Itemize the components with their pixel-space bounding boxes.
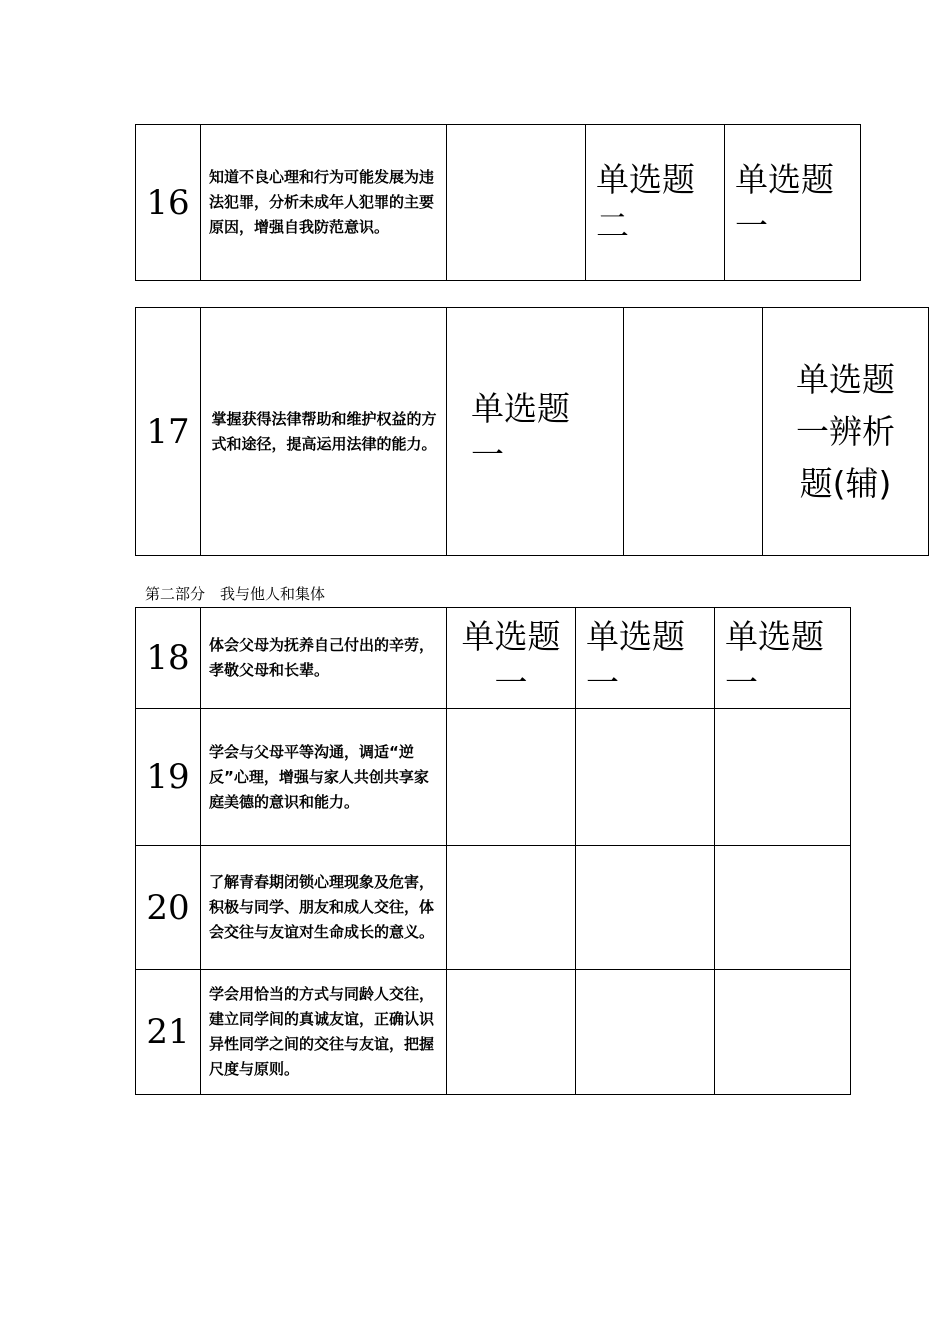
- row-col5: [715, 846, 851, 970]
- table-row: [136, 308, 929, 556]
- row-number: 19: [136, 709, 201, 846]
- row-description: 学会与父母平等沟通，调适“逆反”心理，增强与家人共创共享家庭美德的意识和能力。: [201, 709, 447, 846]
- table-row: [136, 709, 851, 846]
- row-col4: [576, 970, 715, 1095]
- row-description: 体会父母为抚养自己付出的辛劳，孝敬父母和长辈。: [201, 608, 447, 709]
- section-heading: 第二部分 我与他人和集体: [145, 585, 326, 603]
- row-col4: 单选题一: [576, 608, 715, 709]
- row-description: 了解青春期闭锁心理现象及危害，积极与同学、朋友和成人交往，体会交往与友谊对生命成长的意义。: [201, 846, 447, 970]
- row-col5: 单选题一: [725, 125, 861, 281]
- row-col3: 单选题一: [447, 608, 576, 709]
- row-number: 20: [136, 846, 201, 970]
- table-row: [136, 846, 851, 970]
- row-col5: [715, 970, 851, 1095]
- row-col5: 单选题一辨析题(辅): [763, 308, 929, 556]
- row-col5: [715, 709, 851, 846]
- row-description: 掌握获得法律帮助和维护权益的方式和途径，提高运用法律的能力。: [201, 308, 447, 556]
- row-col4: [624, 308, 763, 556]
- standards-table-a: [135, 124, 861, 281]
- table-row: [136, 970, 851, 1095]
- row-number: 16: [136, 125, 201, 281]
- row-description: 知道不良心理和行为可能发展为违法犯罪，分析未成年人犯罪的主要原因，增强自我防范意识。: [201, 125, 447, 281]
- row-col3: 单选题一: [447, 308, 624, 556]
- row-col4: [576, 846, 715, 970]
- row-col3: [447, 125, 586, 281]
- table-row: [136, 125, 861, 281]
- row-number: 18: [136, 608, 201, 709]
- row-col5: 单选题一: [715, 608, 851, 709]
- row-number: 17: [136, 308, 201, 556]
- row-col4: 单选题二: [586, 125, 725, 281]
- row-description: 学会用恰当的方式与同龄人交往，建立同学间的真诚友谊，正确认识异性同学之间的交往与友谊，把握尺度与原则。: [201, 970, 447, 1095]
- table-row: [136, 608, 851, 709]
- row-col4: [576, 709, 715, 846]
- standards-table-b: [135, 307, 929, 556]
- row-col3: [447, 970, 576, 1095]
- row-col3: [447, 846, 576, 970]
- row-number: 21: [136, 970, 201, 1095]
- standards-table-c: [135, 607, 851, 1095]
- row-col3: [447, 709, 576, 846]
